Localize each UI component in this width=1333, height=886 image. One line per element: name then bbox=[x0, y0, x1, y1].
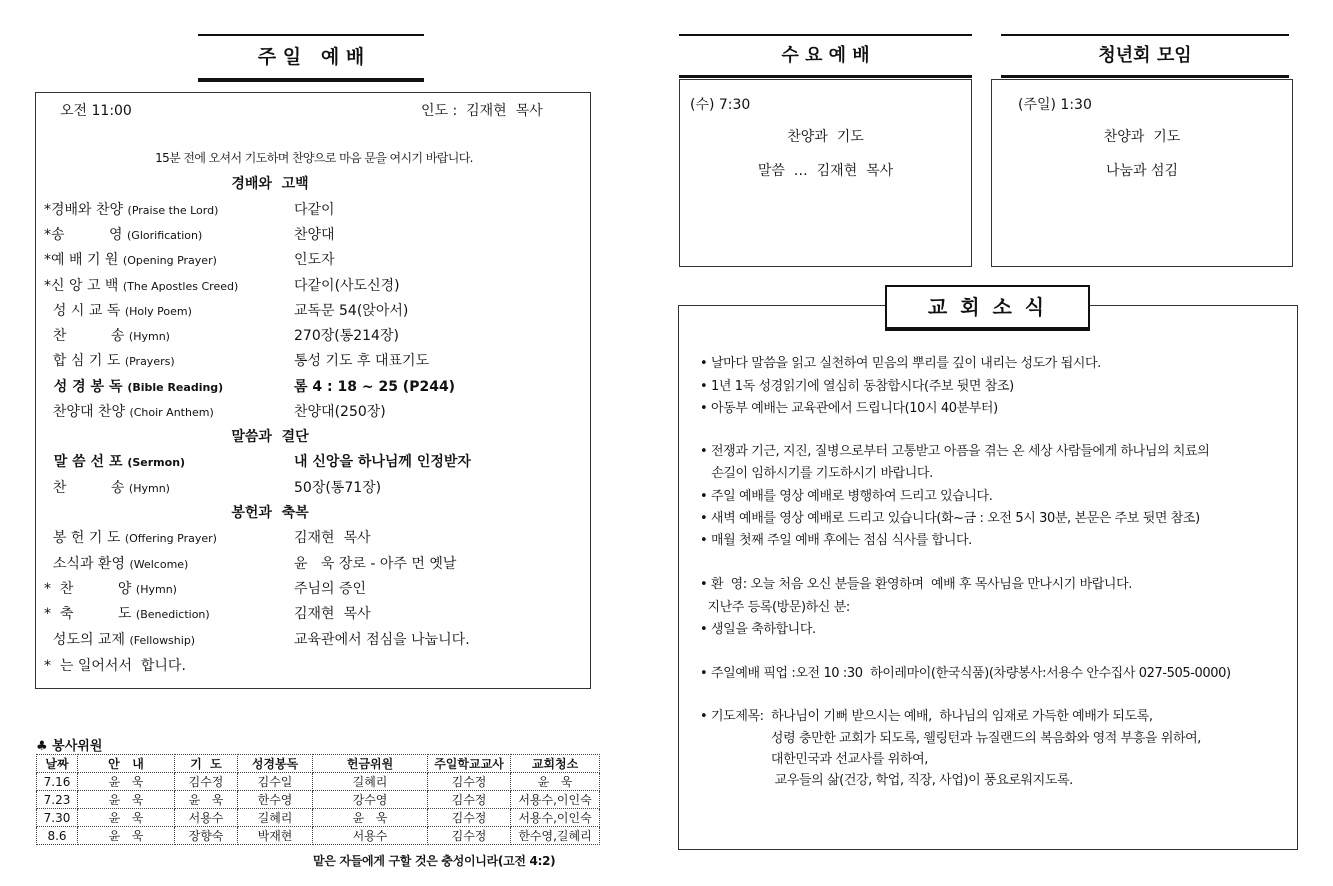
order-item bbox=[44, 629, 470, 649]
order-item-english: (Holy Poem) bbox=[124, 305, 192, 318]
news-item: 교우들의 삶(건강, 학업, 직장, 사업)이 풍요로워지도록. bbox=[700, 773, 1073, 788]
news-title: 교 회 소 식 bbox=[927, 295, 1048, 319]
order-item-value: 교독문 54(앉아서) bbox=[294, 303, 409, 319]
volunteers-header: 주일학교교사 bbox=[428, 755, 511, 773]
order-item-value: 찬양대(250장) bbox=[294, 404, 386, 420]
order-item-name: 찬 송 bbox=[44, 480, 125, 496]
volunteers-table bbox=[36, 754, 600, 845]
order-item bbox=[44, 300, 409, 320]
volunteers-cell: 윤 욱 bbox=[78, 773, 175, 791]
news-item: 손길이 임하시기를 기도하시기 바랍니다. bbox=[700, 466, 933, 481]
volunteers-cell: 윤 욱 bbox=[511, 773, 600, 791]
youth-line2: 나눔과 섬김 bbox=[1105, 163, 1179, 179]
order-item-english: (Sermon) bbox=[127, 456, 186, 469]
order-item-name: 성 시 교 독 bbox=[44, 303, 121, 319]
volunteers-cell: 윤 욱 bbox=[78, 791, 175, 809]
news-item: • 기도제목: 하나님이 기뻐 받으시는 예배, 하나님의 임재로 가득한 예배가 되도록, bbox=[700, 709, 1153, 724]
sunday-title-bar bbox=[198, 34, 424, 82]
wednesday-box bbox=[679, 79, 972, 267]
volunteers-cell: 김수일 bbox=[238, 773, 313, 791]
order-item bbox=[44, 553, 457, 573]
order-item-name: 말 씀 선 포 bbox=[44, 454, 123, 470]
order-item-name: 성 경 봉 독 bbox=[44, 379, 123, 395]
youth-box bbox=[991, 79, 1293, 267]
order-item-english: (Opening Prayer) bbox=[122, 254, 217, 267]
order-item-english: (Glorification) bbox=[127, 229, 203, 242]
volunteers-cell: 김수정 bbox=[428, 809, 511, 827]
news-item: • 날마다 말씀을 읽고 실천하여 믿음의 뿌리를 깊이 내리는 성도가 됩시다. bbox=[700, 356, 1101, 371]
volunteers-header: 날짜 bbox=[37, 755, 78, 773]
order-item bbox=[44, 578, 367, 598]
volunteers-cell: 7.23 bbox=[37, 791, 78, 809]
volunteers-cell: 한수영,길혜리 bbox=[511, 827, 600, 845]
order-item-name: *경배와 찬양 bbox=[44, 202, 124, 218]
order-item-name: * 찬 양 bbox=[44, 581, 132, 597]
volunteers-header: 성경봉독 bbox=[238, 755, 313, 773]
news-item: 성령 충만한 교회가 되도록, 웰링턴과 뉴질랜드의 복음화와 영적 부흥을 위하여, bbox=[700, 731, 1202, 746]
order-item-value: 윤 욱 장로 - 아주 먼 옛날 bbox=[294, 556, 457, 572]
volunteers-cell: 강수영 bbox=[313, 791, 428, 809]
volunteers-cell: 길혜리 bbox=[313, 773, 428, 791]
volunteers-cell: 박재현 bbox=[238, 827, 313, 845]
volunteers-cell: 윤 욱 bbox=[313, 809, 428, 827]
order-item-value: 다같이(사도신경) bbox=[294, 278, 400, 294]
service-leader: 인도 : 김재현 목사 bbox=[421, 103, 543, 119]
order-item-value: 롬 4 : 18 ~ 25 (P244) bbox=[294, 379, 456, 395]
order-item-english: (Choir Anthem) bbox=[129, 406, 214, 419]
order-item-value: 50장(통71장) bbox=[294, 480, 382, 496]
arrival-notice: 15분 전에 오셔서 기도하며 찬양으로 마음 문을 여시기 바랍니다. bbox=[155, 151, 473, 165]
closing-verse: 맡은 자들에게 구할 것은 충성이니라(고전 4:2) bbox=[313, 854, 556, 868]
order-item-english: (Fellowship) bbox=[129, 634, 196, 647]
order-item-value: 다같이 bbox=[294, 202, 335, 218]
volunteers-header: 기 도 bbox=[175, 755, 238, 773]
volunteers-cell: 서용수 bbox=[175, 809, 238, 827]
sunday-title: 주 일 예 배 bbox=[257, 46, 365, 68]
news-item: • 생일을 축하합니다. bbox=[700, 622, 816, 637]
wednesday-time: (수) 7:30 bbox=[690, 97, 751, 113]
volunteers-header: 헌금위원 bbox=[313, 755, 428, 773]
order-item-english: (Hymn) bbox=[135, 583, 177, 596]
table-row bbox=[37, 827, 600, 845]
news-item: • 주일 예배를 영상 예배로 병행하여 드리고 있습니다. bbox=[700, 489, 993, 504]
order-item-english: (Bible Reading) bbox=[127, 381, 224, 394]
order-item-english: (Benediction) bbox=[135, 608, 210, 621]
volunteers-cell: 길혜리 bbox=[238, 809, 313, 827]
volunteers-cell: 김수정 bbox=[175, 773, 238, 791]
volunteers-cell: 김수정 bbox=[428, 827, 511, 845]
volunteers-cell: 서용수,이인숙 bbox=[511, 791, 600, 809]
volunteers-title: ♣ 봉사위원 bbox=[36, 739, 103, 754]
volunteers-cell: 서용수 bbox=[313, 827, 428, 845]
order-item-english: (Welcome) bbox=[129, 558, 189, 571]
volunteers-cell: 김수정 bbox=[428, 791, 511, 809]
order-item-value: 찬양대 bbox=[294, 227, 335, 243]
youth-title: 청년회 모임 bbox=[1098, 45, 1192, 66]
order-item bbox=[44, 477, 382, 497]
order-item bbox=[44, 325, 399, 345]
service-time: 오전 11:00 bbox=[60, 103, 132, 119]
news-item: 대한민국과 선교사를 위하여, bbox=[700, 752, 929, 767]
news-item: • 아동부 예배는 교육관에서 드립니다(10시 40분부터) bbox=[700, 401, 998, 416]
table-row bbox=[37, 809, 600, 827]
order-item bbox=[44, 451, 471, 471]
order-item-name: 찬 송 bbox=[44, 328, 125, 344]
order-item-name: *신 앙 고 백 bbox=[44, 278, 119, 294]
order-item-english: (The Apostles Creed) bbox=[122, 280, 239, 293]
wednesday-line1: 찬양과 기도 bbox=[787, 129, 864, 145]
volunteers-cell: 김수정 bbox=[428, 773, 511, 791]
volunteers-cell: 윤 욱 bbox=[78, 827, 175, 845]
order-item bbox=[44, 376, 456, 396]
volunteers-cell: 8.6 bbox=[37, 827, 78, 845]
order-item bbox=[44, 401, 386, 421]
order-item bbox=[44, 350, 430, 370]
news-item: • 매월 첫째 주일 예배 후에는 점심 식사를 합니다. bbox=[700, 533, 972, 548]
order-item-name: * 축 도 bbox=[44, 606, 132, 622]
order-item bbox=[44, 224, 335, 244]
order-item-name: 합 심 기 도 bbox=[44, 353, 121, 369]
order-item-value: 김재현 목사 bbox=[294, 530, 371, 546]
wednesday-title: 수 요 예 배 bbox=[781, 45, 870, 66]
wednesday-line2: 말씀 … 김재현 목사 bbox=[757, 163, 894, 179]
order-item-value: 인도자 bbox=[294, 252, 335, 268]
news-item: • 1년 1독 성경읽기에 열심히 동참합시다(주보 뒷면 참조) bbox=[700, 379, 1014, 394]
volunteers-cell: 윤 욱 bbox=[78, 809, 175, 827]
volunteers-cell: 7.16 bbox=[37, 773, 78, 791]
order-item-value: 통성 기도 후 대표기도 bbox=[294, 353, 430, 369]
order-item-name: 소식과 환영 bbox=[44, 556, 125, 572]
order-item-value: 주님의 증인 bbox=[294, 581, 367, 597]
order-item-value: 김재현 목사 bbox=[294, 606, 371, 622]
order-item bbox=[44, 603, 371, 623]
table-row bbox=[37, 791, 600, 809]
section-heading: 말씀과 결단 bbox=[231, 429, 309, 445]
news-title-box bbox=[885, 285, 1090, 331]
order-item-name: 봉 헌 기 도 bbox=[44, 530, 121, 546]
volunteers-cell: 윤 욱 bbox=[175, 791, 238, 809]
volunteers-cell: 장향숙 bbox=[175, 827, 238, 845]
section-heading: 봉헌과 축복 bbox=[231, 505, 309, 521]
order-item-english: (Prayers) bbox=[124, 355, 175, 368]
order-item-value: 내 신앙을 하나님께 인정받자 bbox=[294, 454, 471, 470]
order-item-name: *송 영 bbox=[44, 227, 123, 243]
news-item: • 환 영: 오늘 처음 오신 분들을 환영하며 예배 후 목사님을 만나시기 바랍니다. bbox=[700, 577, 1132, 592]
order-item-english: (Hymn) bbox=[128, 482, 170, 495]
volunteers-cell: 서용수,이인숙 bbox=[511, 809, 600, 827]
order-item-name: *예 배 기 원 bbox=[44, 252, 119, 268]
order-item-name: 성도의 교제 bbox=[44, 632, 125, 648]
order-item-value: 270장(통214장) bbox=[294, 328, 399, 344]
order-item-name: 찬양대 찬양 bbox=[44, 404, 125, 420]
order-item-english: (Offering Prayer) bbox=[124, 532, 217, 545]
volunteers-header: 교회청소 bbox=[511, 755, 600, 773]
order-item-english: (Praise the Lord) bbox=[127, 204, 219, 217]
order-item bbox=[44, 275, 400, 295]
order-item-value: 교육관에서 점심을 나눕니다. bbox=[294, 632, 470, 648]
wednesday-title-bar bbox=[679, 34, 972, 78]
table-row bbox=[37, 773, 600, 791]
youth-title-bar bbox=[1001, 34, 1289, 78]
youth-line1: 찬양과 기도 bbox=[1103, 129, 1181, 145]
order-item bbox=[44, 249, 335, 269]
order-item bbox=[44, 527, 371, 547]
news-item: • 새벽 예배를 영상 예배로 드리고 있습니다(화~금 : 오전 5시 30분, 본문은 주보 뒷면 참조) bbox=[700, 511, 1200, 526]
news-item: 지난주 등록(방문)하신 분: bbox=[700, 600, 850, 615]
section-heading: 경배와 고백 bbox=[231, 176, 309, 192]
volunteers-header: 안 내 bbox=[78, 755, 175, 773]
standing-note: * 는 일어서서 합니다. bbox=[44, 658, 186, 674]
news-item: • 주일예배 픽업 :오전 10 :30 하이레마이(한국식품)(차량봉사:서용수 안수집사 027-505-0000) bbox=[700, 666, 1231, 681]
volunteers-cell: 한수영 bbox=[238, 791, 313, 809]
youth-time: (주일) 1:30 bbox=[1018, 97, 1092, 113]
order-item bbox=[44, 199, 335, 219]
volunteers-cell: 7.30 bbox=[37, 809, 78, 827]
news-item: • 전쟁과 기근, 지진, 질병으로부터 고통받고 아픔을 겪는 온 세상 사람들에게 하나님의 치료의 bbox=[700, 444, 1210, 459]
order-item-english: (Hymn) bbox=[128, 330, 170, 343]
